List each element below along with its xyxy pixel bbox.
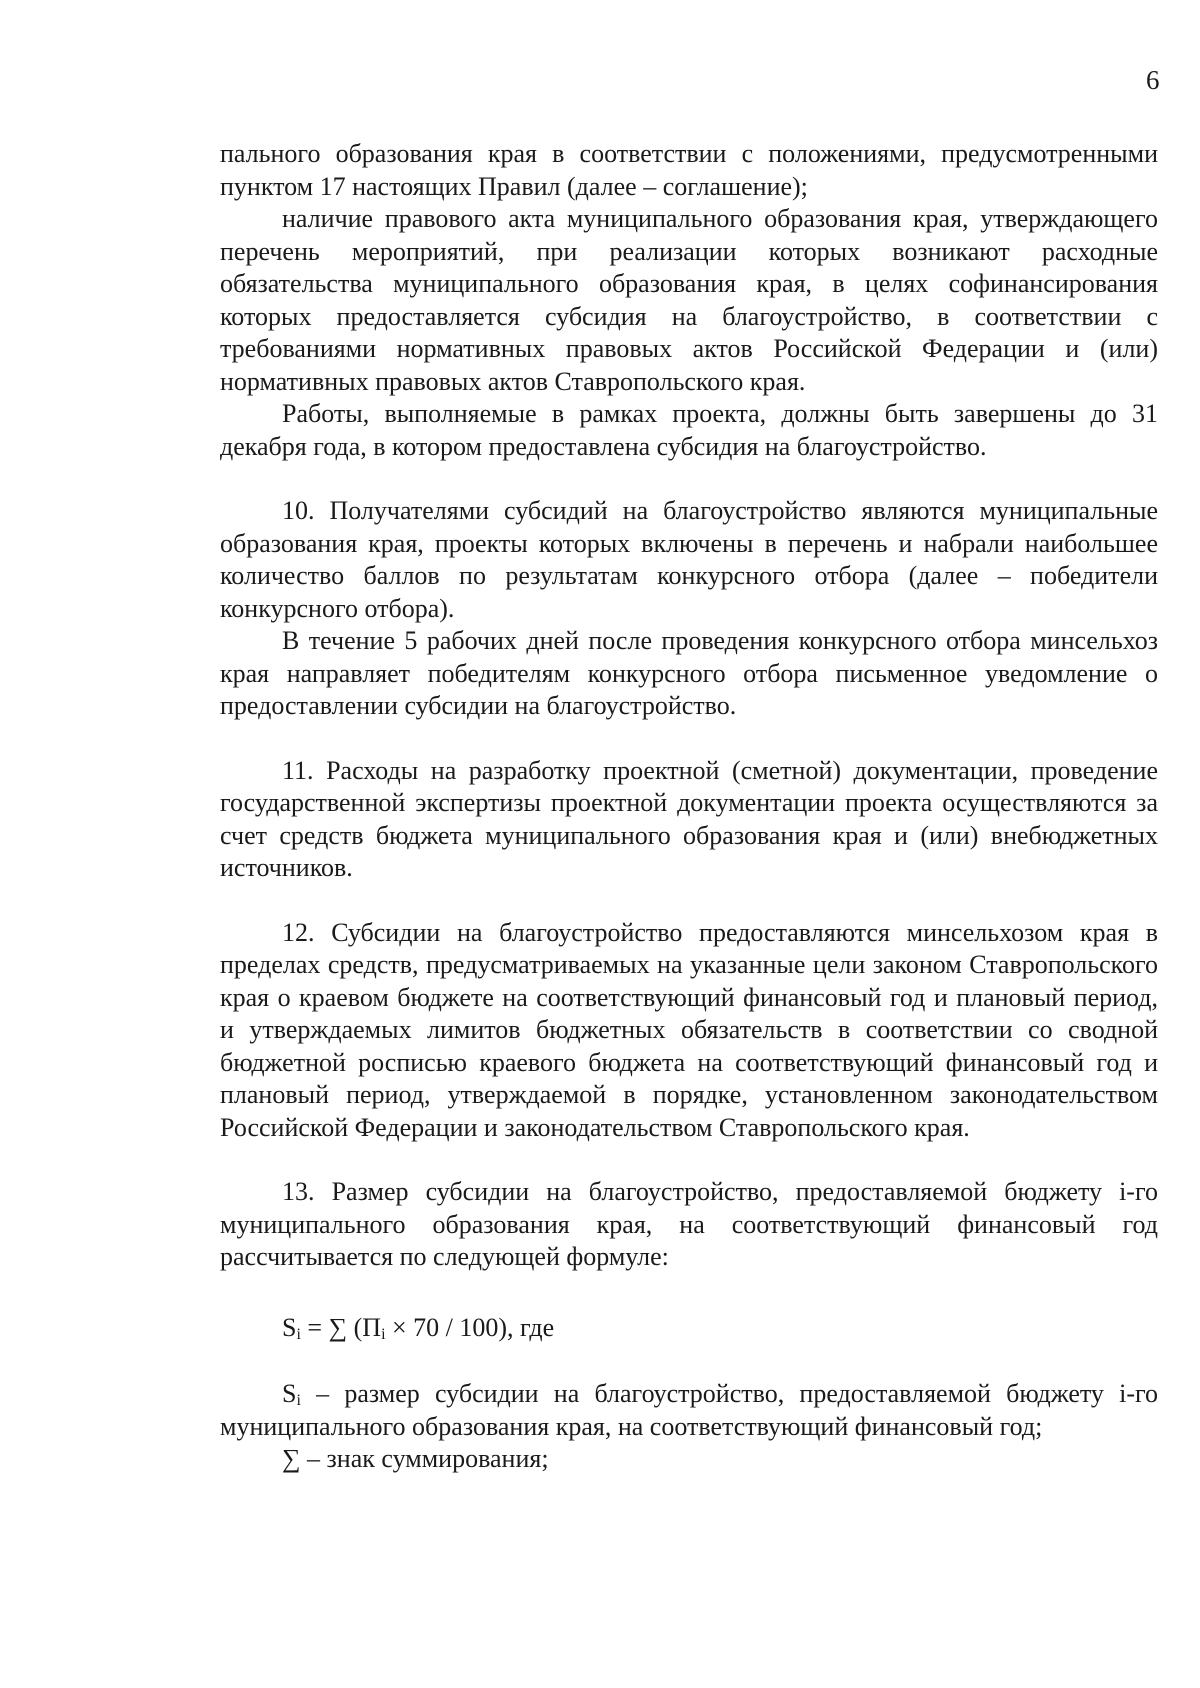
paragraph-agreement-continuation: пального образования края в соответствии с положениями, предусмотренными пунктом 17 настоящих Правил (далее – соглашение);: [220, 139, 1158, 201]
document-body: [220, 138, 1158, 1476]
definition-si-text: – размер субсидии на благоустройство, предоставляемой бюджету i-го муниципального образования края, на соответствующий финансовый год;: [220, 1379, 1158, 1441]
paragraph-works-deadline: Работы, выполняемые в рамках проекта, должны быть завершены до 31 декабря года, в котором предоставлена субсидия на благоустройство.: [220, 399, 1158, 461]
paragraph-10-recipients: 10. Получателями субсидий на благоустройство являются муниципальные образования края, проекты которых включены в перечень и набрали наибольшее количество баллов по результатам конкурсного отбора (далее – победители конкурсного отбора).: [220, 496, 1158, 623]
page-number: 6: [1146, 65, 1160, 95]
formula-p-subscript: i: [381, 1325, 386, 1343]
definition-sum: ∑ – знак суммирования;: [282, 1444, 549, 1473]
paragraph-13-size: 13. Размер субсидии на благоустройство, предоставляемой бюджету i-го муниципального образования края, на соответствующий финансовый год рассчитывается по следующей формуле:: [220, 1177, 1158, 1271]
definition-si: [220, 1378, 1158, 1443]
formula-mid: = ∑ (П: [300, 1312, 382, 1342]
paragraph-notification: В течение 5 рабочих дней после проведения конкурсного отбора минсельхоз края направляет победителям конкурсного отбора письменное уведомление о предоставлении субсидии на благоустройство.: [220, 626, 1158, 720]
paragraph-legal-act: наличие правового акта муниципального образования края, утверждающего перечень мероприятий, при реализации которых возникают расходные обязательства муниципального образования края, в целях софинансирования которых предоставляется субсидия на благоустройство, в соответствии с требованиями нормативных правовых актов Российской Федерации и (или) нормативных правовых актов Ставропольского края.: [220, 204, 1158, 396]
subsidy-formula: [220, 1312, 1158, 1345]
definition-si-subscript: i: [296, 1392, 301, 1409]
formula-s: S: [282, 1312, 297, 1342]
paragraph-12-subsidies: 12. Субсидии на благоустройство предоставляются минсельхозом края в пределах средств, предусматриваемых на указанные цели законом Ставропольского края о краевом бюджете на соответствующий финансовый год и плановый период, и утверждаемых лимитов бюджетных обязательств в соответствии со сводной бюджетной росписью краевого бюджета на соответствующий финансовый год и плановый период, утверждаемой в порядке, установленном законодательством Российской Федерации и законодательством Ставропольского края.: [220, 917, 1158, 1142]
formula-rest: × 70 / 100), где: [385, 1312, 555, 1342]
formula-s-subscript: i: [296, 1325, 301, 1343]
paragraph-11-expenses: 11. Расходы на разработку проектной (сметной) документации, проведение государственной экспертизы проектной документации проекта осуществляются за счет средств бюджета муниципального образования края и (или) внебюджетных источников.: [220, 755, 1158, 882]
definition-si-symbol: S: [282, 1379, 297, 1408]
